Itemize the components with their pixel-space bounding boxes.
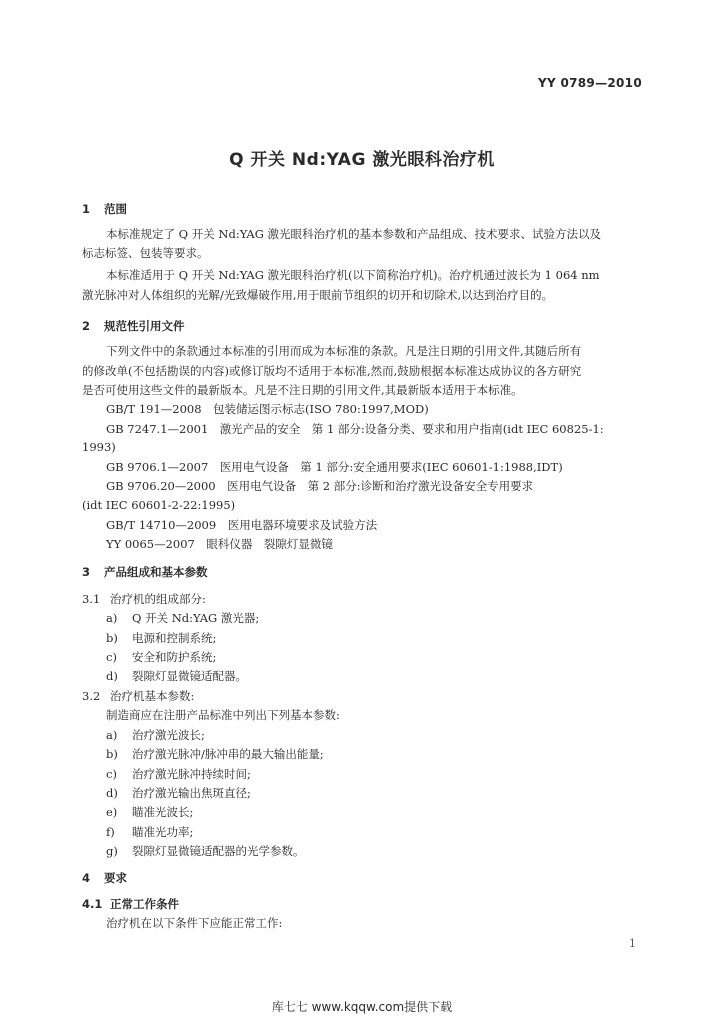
section-number: 1 bbox=[82, 202, 91, 216]
subsection-number: 3.1 bbox=[82, 592, 101, 606]
list-label: e) bbox=[106, 805, 118, 819]
list-text: 安全和防护系统; bbox=[132, 650, 217, 664]
list-text: 治疗激光输出焦斑直径; bbox=[132, 786, 251, 800]
section-number: 4 bbox=[82, 871, 91, 885]
reference-item-cont: (idt IEC 60601-2-22:1995) bbox=[82, 498, 236, 512]
list-item bbox=[106, 824, 193, 840]
subsection-number: 4.1 bbox=[82, 897, 103, 911]
list-label: d) bbox=[106, 786, 118, 800]
paragraph-line: 的修改单(不包括勘误的内容)或修订版均不适用于本标准,然而,鼓励根据本标准达成协议的各方研究 bbox=[82, 364, 582, 378]
paragraph-line: 本标准规定了 Q 开关 Nd:YAG 激光眼科治疗机的基本参数和产品组成、技术要求、试验方法以及 bbox=[106, 227, 602, 241]
paragraph-line: 制造商应在注册产品标准中列出下列基本参数: bbox=[106, 708, 340, 722]
list-text: Q 开关 Nd:YAG 激光器; bbox=[132, 611, 260, 625]
page-number: 1 bbox=[629, 937, 636, 950]
section-1-heading bbox=[82, 201, 127, 217]
paragraph-line: 激光脉冲对人体组织的光解/光致爆破作用,用于眼前节组织的切开和切除术,以达到治疗目的。 bbox=[82, 288, 554, 302]
list-item bbox=[106, 668, 247, 684]
subsection-text: 治疗机的组成部分: bbox=[110, 592, 206, 606]
subsection-text: 治疗机基本参数: bbox=[110, 689, 195, 703]
reference-item: YY 0065—2007 眼科仪器 裂隙灯显微镜 bbox=[106, 537, 333, 551]
footer-watermark: 库七七 www.kqqw.com提供下载 bbox=[271, 1000, 453, 1014]
list-item bbox=[106, 843, 305, 859]
document-title: Q 开关 Nd:YAG 激光眼科治疗机 bbox=[229, 150, 495, 170]
list-label: f) bbox=[106, 825, 115, 839]
subsection-3-2 bbox=[82, 688, 194, 704]
list-label: b) bbox=[106, 747, 118, 761]
paragraph-line: 本标准适用于 Q 开关 Nd:YAG 激光眼科治疗机(以下简称治疗机)。治疗机通过波长为 1 064 nm bbox=[106, 268, 600, 282]
list-text: 治疗激光脉冲持续时间; bbox=[132, 767, 251, 781]
section-title: 规范性引用文件 bbox=[104, 319, 185, 333]
section-number: 3 bbox=[82, 565, 91, 579]
list-text: 裂隙灯显微镜适配器。 bbox=[132, 669, 247, 683]
paragraph-line: 下列文件中的条款通过本标准的引用而成为本标准的条款。凡是注日期的引用文件,其随后所有 bbox=[106, 344, 582, 358]
section-title: 要求 bbox=[104, 871, 127, 885]
list-item bbox=[106, 785, 251, 801]
section-3-heading bbox=[82, 564, 208, 580]
list-label: c) bbox=[106, 650, 117, 664]
subsection-title: 正常工作条件 bbox=[110, 897, 179, 911]
list-item bbox=[106, 610, 259, 626]
reference-item: GB 7247.1—2001 激光产品的安全 第 1 部分:设备分类、要求和用户指南(idt IEC 60825-1: bbox=[106, 422, 604, 436]
reference-item: GB 9706.1—2007 医用电气设备 第 1 部分:安全通用要求(IEC 60601-1:1988,IDT) bbox=[106, 460, 563, 474]
section-title: 产品组成和基本参数 bbox=[104, 565, 208, 579]
list-label: d) bbox=[106, 669, 118, 683]
reference-item: GB/T 14710—2009 医用电器环境要求及试验方法 bbox=[106, 518, 378, 532]
subsection-number: 3.2 bbox=[82, 689, 101, 703]
list-item bbox=[106, 804, 193, 820]
subsection-3-1 bbox=[82, 591, 206, 607]
list-item bbox=[106, 649, 216, 665]
reference-item: GB/T 191—2008 包装储运图示标志(ISO 780:1997,MOD) bbox=[106, 402, 429, 416]
subsection-4-1-heading bbox=[82, 896, 179, 912]
paragraph-line: 是否可使用这些文件的最新版本。凡是不注日期的引用文件,其最新版本适用于本标准。 bbox=[82, 383, 523, 397]
list-label: a) bbox=[106, 611, 118, 625]
paragraph-line: 标志标签、包装等要求。 bbox=[82, 246, 209, 260]
list-label: b) bbox=[106, 631, 118, 645]
list-text: 电源和控制系统; bbox=[132, 631, 217, 645]
reference-item-cont: 1993) bbox=[82, 440, 116, 454]
list-label: c) bbox=[106, 767, 117, 781]
reference-item: GB 9706.20—2000 医用电气设备 第 2 部分:诊断和治疗激光设备安全专用要求 bbox=[106, 479, 534, 493]
standard-number: YY 0789—2010 bbox=[538, 76, 642, 90]
section-number: 2 bbox=[82, 319, 91, 333]
list-item bbox=[106, 630, 216, 646]
list-item bbox=[106, 746, 324, 762]
list-text: 瞄准光功率; bbox=[132, 825, 194, 839]
list-item bbox=[106, 727, 205, 743]
list-text: 治疗激光波长; bbox=[132, 728, 205, 742]
list-text: 裂隙灯显微镜适配器的光学参数。 bbox=[132, 844, 305, 858]
list-item bbox=[106, 766, 251, 782]
list-text: 治疗激光脉冲/脉冲串的最大输出能量; bbox=[132, 747, 324, 761]
list-label: g) bbox=[106, 844, 118, 858]
section-2-heading bbox=[82, 318, 185, 334]
list-text: 瞄准光波长; bbox=[132, 805, 194, 819]
section-4-heading bbox=[82, 870, 127, 886]
paragraph-line: 治疗机在以下条件下应能正常工作: bbox=[106, 916, 283, 930]
section-title: 范围 bbox=[104, 202, 127, 216]
list-label: a) bbox=[106, 728, 118, 742]
